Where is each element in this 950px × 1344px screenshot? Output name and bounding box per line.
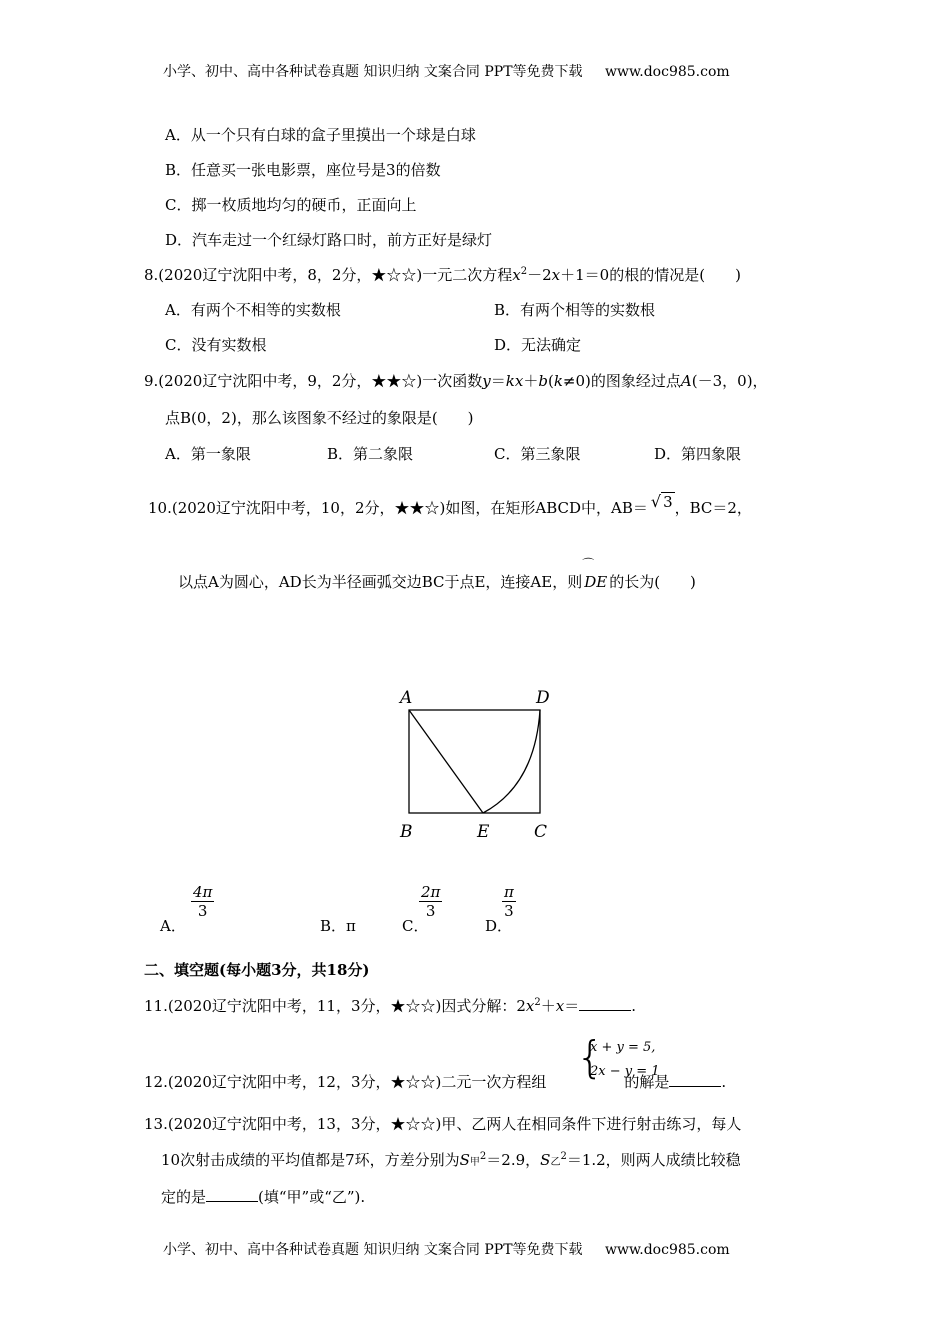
q12-prefix: 12.(2020辽宁沈阳中考，12，3分，★☆☆)二元一次方程组 — [144, 1073, 547, 1091]
q13-s1: ＝2.9， — [486, 1151, 541, 1169]
arc-label: DE — [584, 573, 608, 591]
variance-yi: S乙$^2$ — [540, 1151, 567, 1169]
answer-blank[interactable] — [579, 996, 631, 1011]
q12-end: . — [721, 1073, 727, 1091]
equation-1: x + y = 5, — [590, 1040, 656, 1055]
q10-option-b: B．π — [320, 917, 356, 935]
label-d: D — [536, 688, 550, 708]
fraction-denominator: 3 — [425, 902, 436, 920]
q10-option-d-label: D． — [485, 917, 513, 935]
q9-mid: 的图象经过点 — [590, 372, 681, 390]
footer-url[interactable]: www.doc985.com — [604, 1242, 730, 1258]
fraction-numerator: 4π — [193, 883, 213, 901]
q13-line2 — [161, 1149, 741, 1170]
q10-line2-suffix: 的长为( ) — [609, 573, 696, 591]
q12-suffix: 的解是 — [624, 1073, 670, 1091]
q13-line3 — [161, 1186, 365, 1207]
header-url[interactable]: www.doc985.com — [604, 64, 730, 80]
q7-option-d: D．汽车走过一个红绿灯路口时，前方正好是绿灯 — [165, 231, 493, 249]
rectangle-figure — [390, 680, 565, 845]
label-c: C — [534, 822, 548, 842]
q13-line3-suffix: (填“甲”或“乙”). — [258, 1188, 366, 1206]
fraction-denominator: 3 — [504, 902, 514, 920]
fraction-numerator: 2π — [421, 883, 441, 901]
label-a: A — [400, 688, 413, 708]
rectangle-abcd — [409, 710, 540, 813]
equation-2: 2x − y = 1 — [590, 1064, 660, 1079]
q8-option-a: A．有两个不相等的实数根 — [165, 301, 341, 319]
q8-prefix: 8.(2020辽宁沈阳中考，8，2分，★☆☆)一元二次方程 — [144, 266, 513, 284]
q10-stem-line1 — [148, 492, 752, 518]
q8-stem — [144, 264, 741, 285]
q10-option-c-label: C． — [402, 917, 429, 935]
answer-blank[interactable] — [669, 1072, 721, 1087]
q9-option-c: C．第三象限 — [494, 445, 581, 463]
q11-expression: $2x^2+x=$ — [516, 997, 580, 1015]
q10-option-a-label: A． — [160, 917, 186, 935]
arc-de: ⌒ DE — [582, 557, 608, 591]
q9-prefix: 9.(2020辽宁沈阳中考，9，2分，★★☆)一次函数 — [144, 372, 483, 390]
q11-prefix: 11.(2020辽宁沈阳中考，11，3分，★☆☆)因式分解： — [144, 997, 517, 1015]
q7-option-a: A．从一个只有白球的盒子里摸出一个球是白球 — [165, 126, 476, 144]
q10-line2-prefix: 以点A为圆心，AD长为半径画弧交边BC于点E，连接AE，则 — [178, 573, 583, 591]
footer-text: 小学、初中、高中各种试卷真题 知识归纳 文案合同 PPT等免费下载 — [163, 1242, 583, 1258]
label-e: E — [477, 822, 490, 842]
variance-jia: S甲$^2$ — [459, 1151, 487, 1169]
q13-s2: ＝1.2，则两人成绩比较稳 — [566, 1151, 741, 1169]
q11-suffix: . — [631, 997, 637, 1015]
q9-option-a: A．第一象限 — [165, 445, 251, 463]
header-banner — [163, 61, 730, 81]
q9-point-a: A(－3，0)， — [680, 372, 768, 390]
q9-stem-line1 — [144, 370, 768, 391]
q10-line1: 10.(2020辽宁沈阳中考，10，2分，★★☆)如图，在矩形ABCD中，AB＝ — [148, 499, 648, 517]
q13-line3-prefix: 定的是 — [161, 1188, 207, 1206]
q10-option-a-fraction — [191, 883, 214, 920]
q9-option-d: D．第四象限 — [654, 445, 742, 463]
q10-option-c-fraction — [419, 883, 442, 920]
q8-option-c: C．没有实数根 — [165, 336, 267, 354]
label-b: B — [400, 822, 413, 842]
q9-option-b: B．第二象限 — [327, 445, 414, 463]
q13-line2-prefix: 10次射击成绩的平均值都是7环，方差分别为 — [161, 1151, 460, 1169]
q8-option-b: B．有两个相等的实数根 — [494, 301, 656, 319]
q7-option-c: C．掷一枚质地均匀的硬币，正面向上 — [165, 196, 417, 214]
fraction-numerator: π — [504, 883, 514, 901]
section-title: 二、填空题(每小题3分，共18分) — [144, 961, 370, 979]
q7-option-b: B．任意买一张电影票，座位号是3的倍数 — [165, 161, 441, 179]
answer-blank[interactable] — [206, 1187, 258, 1202]
q10-line1-end: ，BC＝2， — [674, 499, 752, 517]
arc-path-de — [483, 710, 540, 813]
fraction-denominator: 3 — [197, 902, 208, 920]
left-brace: { — [576, 1032, 604, 1083]
footer-banner — [163, 1239, 730, 1259]
q10-stem-line2 — [178, 557, 696, 592]
q9-function: y＝kx＋b(k≠0) — [482, 372, 591, 390]
q9-stem-line2: 点B(0，2)，那么该图象不经过的象限是( ) — [165, 409, 474, 427]
q10-option-d-fraction — [502, 883, 516, 920]
q8-option-d: D．无法确定 — [494, 336, 582, 354]
q8-equation: $x^2-2x+1=0$ — [512, 266, 610, 284]
sqrt3: √ 3 — [650, 492, 673, 511]
q13-line1: 13.(2020辽宁沈阳中考，13，3分，★☆☆)甲、乙两人在相同条件下进行射击练习，每人 — [144, 1115, 742, 1133]
header-text: 小学、初中、高中各种试卷真题 知识归纳 文案合同 PPT等免费下载 — [163, 64, 583, 80]
q11-stem — [144, 995, 636, 1016]
segment-ae — [409, 710, 483, 813]
q8-suffix: 的根的情况是( ) — [609, 266, 741, 284]
